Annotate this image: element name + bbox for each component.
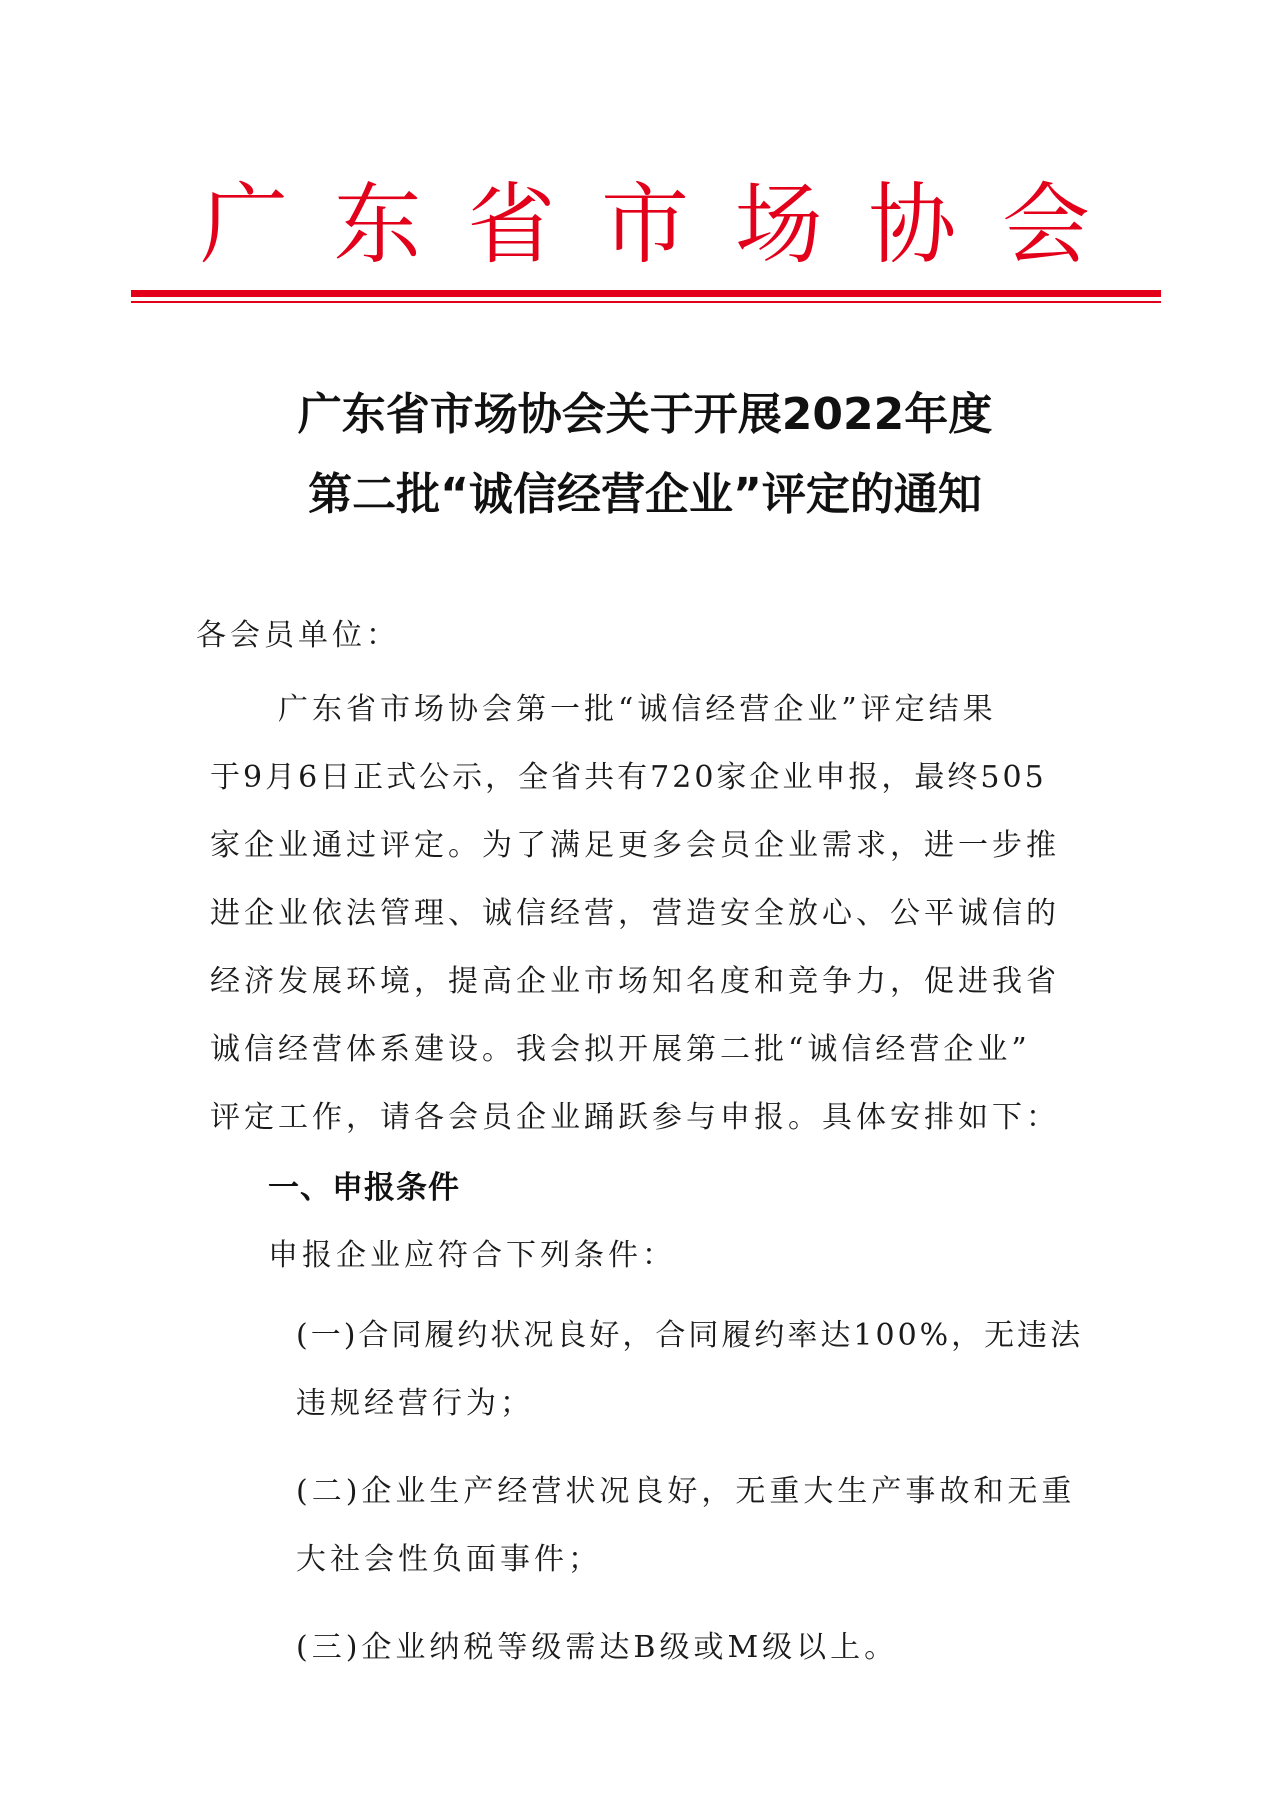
- condition-item-line: 违规经营行为；: [296, 1386, 534, 1421]
- masthead-char: 会: [1001, 173, 1090, 276]
- section-heading: 一、申报条件: [268, 1170, 460, 1206]
- masthead-rule-thin: [131, 301, 1161, 303]
- document-title-line1: 广东省市场协会关于开展2022年度: [297, 389, 993, 440]
- masthead-char: 协: [868, 173, 957, 276]
- intro-line: 评定工作，请各会员企业踊跃参与申报。具体安排如下：: [210, 1100, 1060, 1135]
- intro-line: 家企业通过评定。为了满足更多会员企业需求，进一步推: [210, 828, 1060, 863]
- intro-line: 广东省市场协会第一批“诚信经营企业”评定结果: [278, 692, 997, 727]
- masthead-char: 市: [600, 173, 689, 276]
- salutation: 各会员单位：: [196, 618, 400, 653]
- masthead-char: 广: [200, 173, 289, 276]
- condition-item-line: 大社会性负面事件；: [296, 1542, 602, 1577]
- intro-line: 进企业依法管理、诚信经营，营造安全放心、公平诚信的: [210, 896, 1060, 931]
- masthead-rule-thick: [131, 290, 1161, 297]
- masthead-char: 省: [467, 173, 556, 276]
- masthead-char: 场: [734, 173, 823, 276]
- masthead-title: [130, 170, 1160, 280]
- condition-item-line: (一)合同履约状况良好，合同履约率达100%，无违法: [296, 1318, 1084, 1353]
- section-lead: 申报企业应符合下列条件：: [268, 1238, 676, 1273]
- intro-line: 于9月6日正式公示，全省共有720家企业申报，最终505: [210, 760, 1047, 795]
- intro-line: 经济发展环境，提高企业市场知名度和竞争力，促进我省: [210, 964, 1060, 999]
- intro-line: 诚信经营体系建设。我会拟开展第二批“诚信经营企业”: [210, 1032, 1031, 1067]
- condition-item-line: (三)企业纳税等级需达B级或M级以上。: [296, 1630, 899, 1665]
- condition-item-line: (二)企业生产经营状况良好，无重大生产事故和无重: [296, 1474, 1076, 1509]
- masthead-char: 东: [333, 173, 422, 276]
- document-title-line2: 第二批“诚信经营企业”评定的通知: [308, 469, 982, 520]
